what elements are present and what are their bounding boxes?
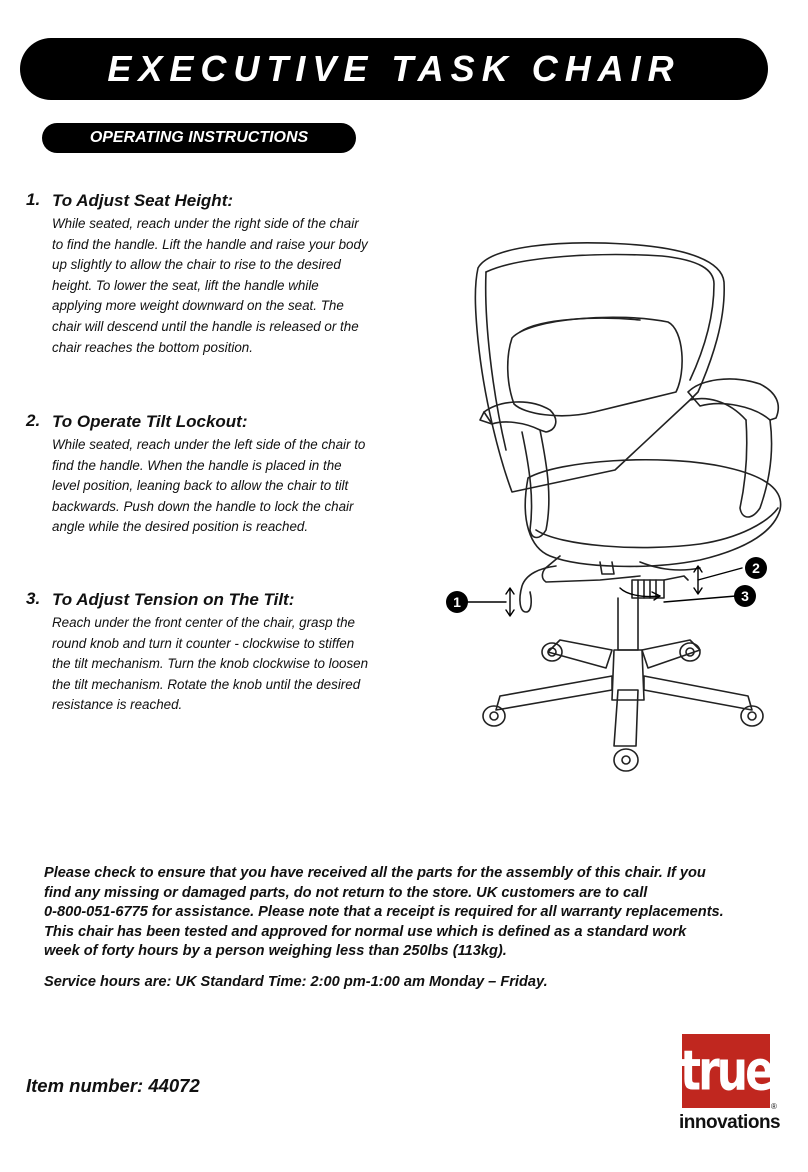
callout-1-badge	[446, 591, 468, 613]
step-body	[52, 613, 406, 716]
true-innovations-logo	[678, 1034, 781, 1134]
callout-1-label: 1	[453, 594, 461, 610]
callout-2-label: 2	[752, 560, 760, 576]
step-line: chair will descend until the handle is released or the	[52, 318, 359, 334]
step-number: 1.	[26, 190, 41, 209]
step-line: round knob and turn it counter - clockwise to stiffen	[52, 635, 355, 651]
notice-line: find any missing or damaged parts, do not return to the store. UK customers are to call	[44, 884, 648, 901]
notice-line: Please check to ensure that you have received all the parts for the assembly of this chair. If you	[44, 865, 706, 881]
callout-3-label: 3	[741, 588, 749, 604]
chair-diagram	[440, 240, 800, 780]
step-line: chair reaches the bottom position.	[52, 339, 253, 355]
notice-line: week of forty hours by a person weighing less than 250lbs (113kg).	[44, 943, 507, 959]
notice-line: 0-800-051-6775 for assistance. Please note that a receipt is required for all warranty replacements.	[44, 904, 724, 920]
gas-cylinder	[618, 598, 638, 650]
step-line: find the handle. When the handle is placed in the	[52, 457, 342, 473]
step-line: resistance is reached.	[52, 697, 183, 713]
instruction-step-3	[26, 589, 406, 716]
step-line: level position, leaning back to allow the chair to tilt	[52, 478, 349, 494]
step-line: the tilt mechanism. Rotate the knob until the desired	[52, 676, 361, 692]
step-line: While seated, reach under the right side of the chair	[52, 216, 359, 231]
logo-subtext: innovations	[679, 1112, 781, 1133]
step-line: to find the handle. Lift the handle and raise your body	[52, 236, 368, 252]
logo-wordmark: true	[680, 1039, 772, 1103]
step-line: the tilt mechanism. Turn the knob clockwise to loosen	[52, 656, 369, 672]
lumbar-pad	[508, 317, 682, 415]
service-hours: Service hours are: UK Standard Time: 2:00 pm-1:00 am Monday – Friday.	[44, 974, 548, 990]
step-line: Reach under the front center of the chair, grasp the	[52, 615, 355, 630]
warranty-notice	[44, 864, 789, 962]
item-number: Item number: 44072	[26, 1075, 200, 1096]
logo-badge	[682, 1034, 770, 1108]
step-number: 2.	[26, 411, 41, 430]
height-handle	[664, 576, 688, 580]
step-line: angle while the desired position is reached.	[52, 519, 309, 535]
step-body	[52, 214, 406, 358]
step-line: height. To lower the seat, lift the handle while	[52, 277, 319, 293]
registered-mark: ®	[771, 1102, 777, 1111]
subtitle-banner	[42, 123, 356, 153]
chair-base	[496, 640, 752, 746]
callout-2-badge	[745, 557, 767, 579]
step-heading: To Adjust Seat Height:	[52, 191, 234, 210]
casters	[483, 643, 763, 771]
step-number: 3.	[26, 589, 41, 608]
instruction-step-2	[26, 411, 406, 538]
step-line: applying more weight downward on the seat. The	[52, 298, 344, 314]
step-line: up slightly to allow the chair to rise to the desired	[52, 257, 341, 273]
step-line: While seated, reach under the left side of the chair to	[52, 437, 366, 452]
backrest	[475, 243, 724, 492]
section-title: OPERATING INSTRUCTIONS	[89, 129, 309, 146]
document-title: EXECUTIVE TASK CHAIR	[107, 48, 681, 89]
step-heading: To Operate Tilt Lockout:	[52, 412, 248, 431]
notice-line: This chair has been tested and approved for normal use which is defined as a standard work	[44, 923, 687, 940]
title-banner	[20, 38, 768, 100]
step-line: backwards. Push down the handle to lock the chair	[52, 498, 354, 514]
instruction-step-1	[26, 190, 406, 358]
step-body	[52, 435, 406, 538]
callout-3-badge	[734, 585, 756, 607]
left-armrest	[484, 402, 556, 432]
tilt-handle	[520, 566, 556, 612]
step-heading: To Adjust Tension on The Tilt:	[52, 590, 295, 609]
